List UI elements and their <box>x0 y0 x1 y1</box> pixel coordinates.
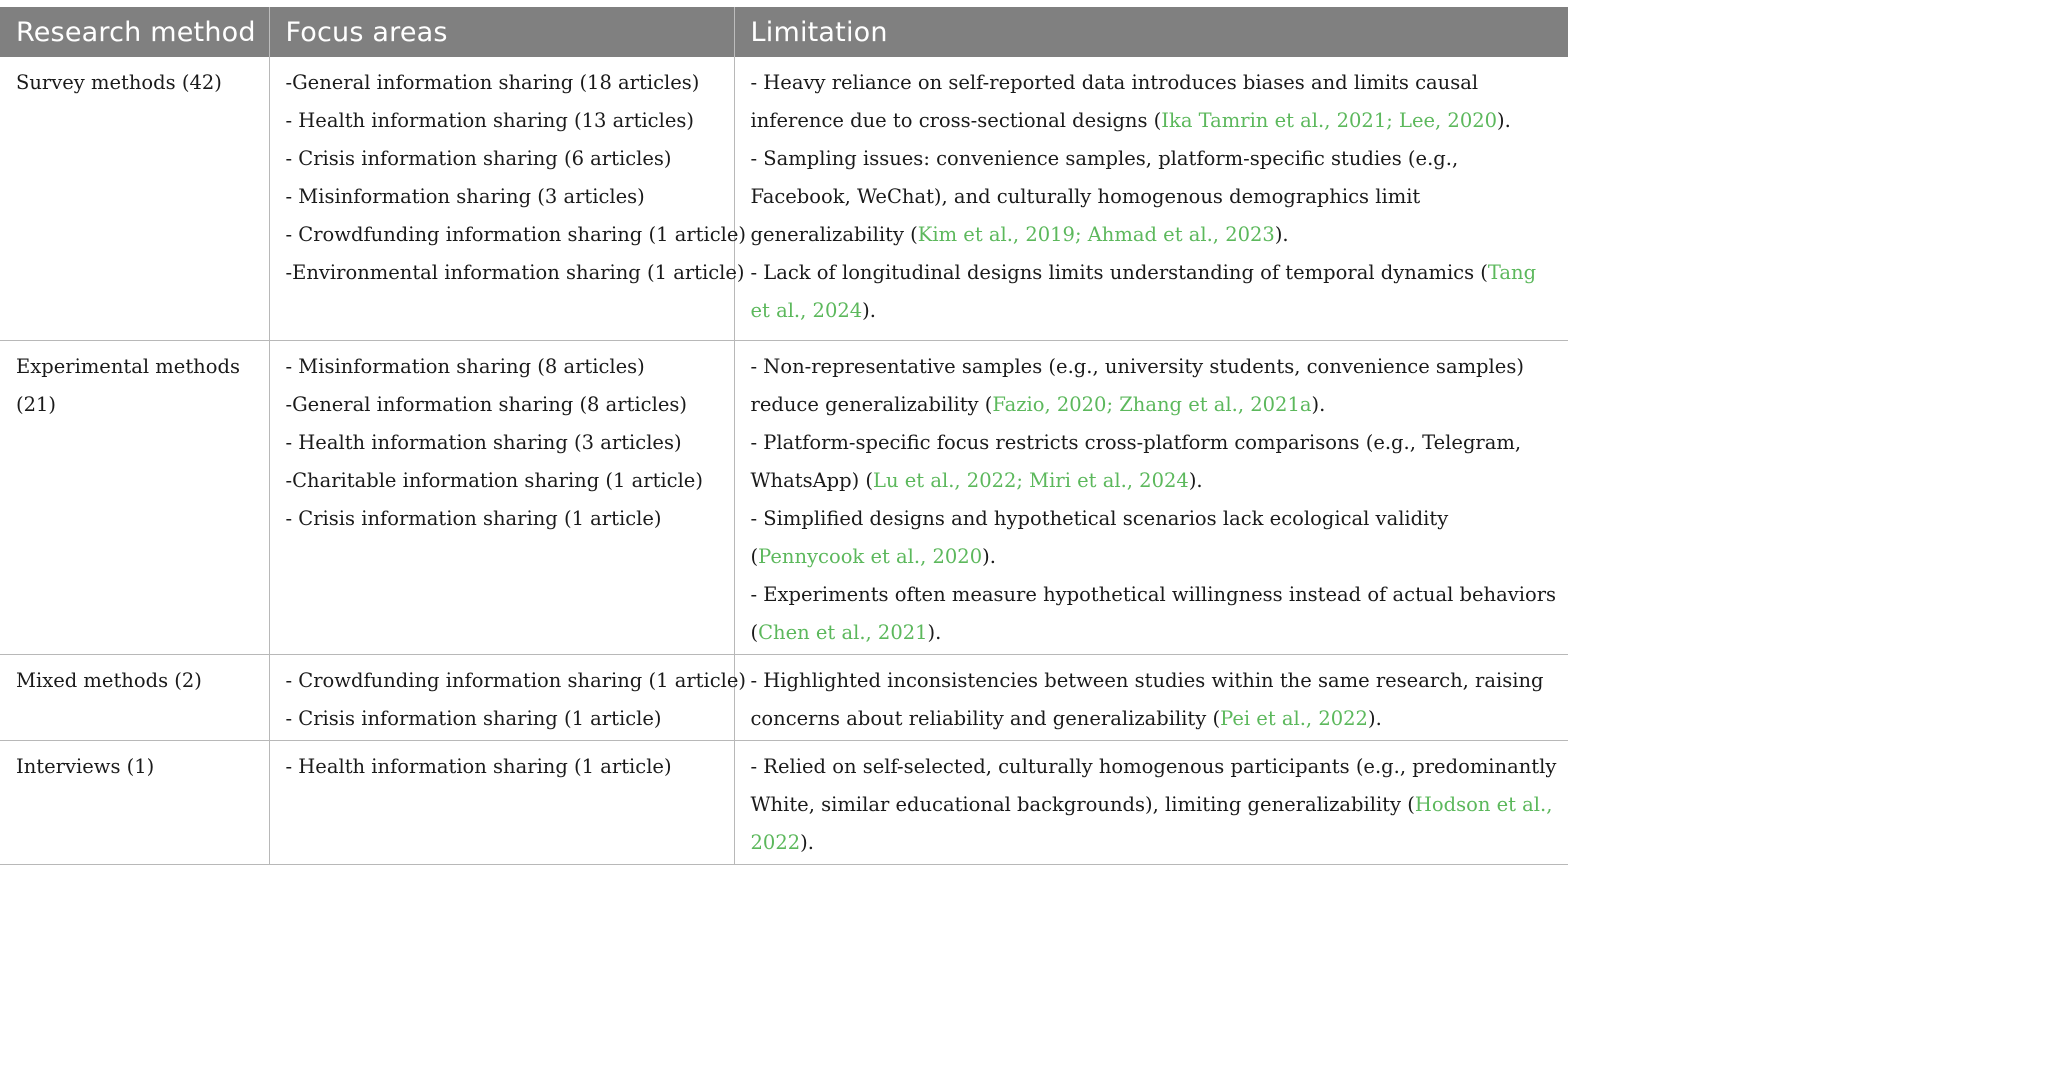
focus-cell <box>269 740 734 864</box>
table-row <box>0 740 1568 864</box>
citation-link[interactable]: Lu et al., 2022; Miri et al., 2024 <box>873 468 1189 492</box>
header-focus-areas: Focus areas <box>269 7 734 57</box>
limitation-item <box>751 254 1559 330</box>
limitation-text: - Lack of longitudinal designs limits understanding of temporal dynamics ( <box>750 261 1488 284</box>
table-header <box>0 7 1568 57</box>
limitation-text: - Experiments often measure hypothetical willingness instead of actual behaviors ( <box>750 582 1557 644</box>
citation-link[interactable]: Pei et al., 2022 <box>1220 706 1368 730</box>
limitation-text: - Heavy reliance on self-reported data introduces biases and limits causal inference due to cross-sectional designs ( <box>750 71 1479 132</box>
table-row <box>0 654 1568 740</box>
limitation-cell <box>734 740 1568 864</box>
limitation-cell <box>734 57 1568 340</box>
table-row <box>0 340 1568 654</box>
method-cell <box>0 654 269 740</box>
citation-link[interactable]: Pennycook et al., 2020 <box>758 544 983 568</box>
citation-link[interactable]: Hodson et al., 2022 <box>750 792 1553 854</box>
limitation-text: - Platform-specific focus restricts cross-platform comparisons (e.g., Telegram, WhatsApp) ( <box>750 430 1522 492</box>
research-methods-table-container <box>0 7 1568 865</box>
limitation-item <box>751 348 1559 424</box>
focus-item: - Misinformation sharing (8 articles) <box>285 354 645 378</box>
focus-item: - Crisis information sharing (6 articles) <box>285 147 672 170</box>
method-cell <box>0 340 269 654</box>
limitation-end: ). <box>982 544 996 568</box>
method-label: Mixed methods (2) <box>16 668 202 692</box>
focus-item: - Misinformation sharing (3 articles) <box>285 185 645 208</box>
focus-cell <box>269 57 747 340</box>
header-row <box>0 7 1568 57</box>
limitation-end: ). <box>1274 223 1289 246</box>
limitation-item <box>751 424 1559 500</box>
limitation-item <box>751 576 1559 652</box>
limitation-item <box>751 64 1559 140</box>
focus-item: - Crowdfunding information sharing (1 article) <box>285 668 747 692</box>
limitation-cell <box>734 654 1568 740</box>
citation-link[interactable]: Tang et al., 2024 <box>750 261 1537 322</box>
method-label: Interviews (1) <box>16 754 155 778</box>
limitation-end: ). <box>1311 392 1326 416</box>
focus-cell <box>269 654 747 740</box>
limitation-item <box>751 140 1559 254</box>
limitation-item <box>751 662 1559 738</box>
focus-item: - Crowdfunding information sharing (1 article) <box>285 223 747 246</box>
focus-item: -Environmental information sharing (1 article) <box>285 261 745 284</box>
limitation-end: ). <box>927 620 942 644</box>
research-methods-table <box>0 7 1568 865</box>
focus-item: -General information sharing (8 articles) <box>285 392 687 416</box>
focus-cell <box>269 340 734 654</box>
limitation-item <box>751 748 1559 862</box>
focus-item: - Crisis information sharing (1 article) <box>285 506 662 530</box>
limitation-end: ). <box>862 299 876 322</box>
method-label: Survey methods (42) <box>16 71 222 94</box>
limitation-item <box>751 500 1559 576</box>
focus-item: - Health information sharing (1 article) <box>285 754 672 778</box>
focus-item: - Crisis information sharing (1 article) <box>285 706 662 730</box>
limitation-text: - Sampling issues: convenience samples, platform-specific studies (e.g., Facebook, WeChat), and culturally homogenous demographics limit generalizability ( <box>750 147 1459 246</box>
focus-item: - Health information sharing (3 articles) <box>285 430 682 454</box>
citation-link[interactable]: Fazio, 2020; Zhang et al., 2021a <box>992 392 1312 416</box>
method-cell <box>0 740 269 864</box>
table-body <box>0 57 1568 864</box>
method-label: Experimental methods (21) <box>16 354 240 416</box>
citation-link[interactable]: Kim et al., 2019; Ahmad et al., 2023 <box>917 223 1275 246</box>
limitation-text: - Simplified designs and hypothetical scenarios lack ecological validity ( <box>750 506 1449 568</box>
table-row <box>0 57 1568 340</box>
focus-item: -General information sharing (18 articles) <box>285 71 700 94</box>
citation-link[interactable]: Ika Tamrin et al., 2021; Lee, 2020 <box>1161 109 1498 132</box>
header-research-method: Research method <box>0 7 269 57</box>
focus-item: -Charitable information sharing (1 article) <box>285 468 703 492</box>
limitation-end: ). <box>1497 109 1511 132</box>
limitation-end: ). <box>1188 468 1203 492</box>
limitation-text: - Highlighted inconsistencies between studies within the same research, raising concerns about reliability and generalizability ( <box>750 668 1544 730</box>
limitation-end: ). <box>800 830 814 854</box>
limitation-cell <box>734 340 1568 654</box>
limitation-text: - Relied on self-selected, culturally homogenous participants (e.g., predominantly White, similar educational backgrounds), limiting generalizability ( <box>750 754 1557 816</box>
limitation-end: ). <box>1367 706 1382 730</box>
header-limitation: Limitation <box>734 7 1568 57</box>
focus-item: - Health information sharing (13 articles) <box>285 109 694 132</box>
citation-link[interactable]: Chen et al., 2021 <box>758 620 928 644</box>
limitation-text: - Non-representative samples (e.g., university students, convenience samples) reduce generalizability ( <box>750 354 1524 416</box>
method-cell <box>0 57 269 340</box>
